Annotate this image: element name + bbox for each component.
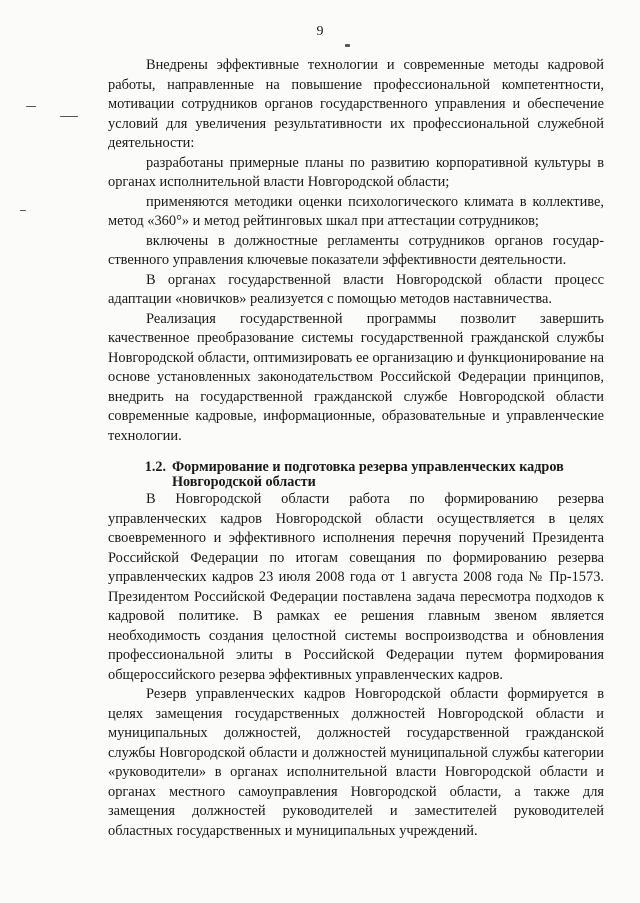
section-number: 1.2. [144,459,166,475]
scan-speck [345,44,350,47]
paragraph: Внедрены эффективные технологии и современные методы кадровой работы, направленные на повышение профессиональной компетентности, мотивации сотрудников органов государственного управления и обеспечение условий для увеличения результативности их профессиональной служебной деятельности: [108,57,604,151]
scan-speck [60,116,78,117]
paragraph: применяются методики оценки психологического климата в коллективе, метод «360°» и метод рейтинговых шкал при аттестации сотрудников; [108,193,604,229]
scan-speck [26,106,36,107]
paragraph: включены в должностные регламенты сотрудников органов государ-ственного управления ключевые показатели эффективности деятельности. [108,232,604,268]
scan-speck [20,210,26,211]
paragraph: В органах государственной власти Новгородской области процесс адаптации «новичков» реализуется с помощью методов наставничества. [108,271,604,307]
paragraph: разработаны примерные планы по развитию корпоративной культуры в органах исполнительной власти Новгородской области; [108,154,604,190]
paragraph: Резерв управленческих кадров Новгородской области формируется в целях замещения государственных должностей Новгородской области и муниципальных должностей, должностей государственной гражданской службы Новгородской области и должностей муниципальной службы категории «руководители» в органах исполнительной власти Новгородской области и органах местного самоуправления Новгородской области, а также для замещения должностей руководителей и заместителей руководителей областных государственных и муниципальных учреждений. [108,686,604,839]
paragraph: Реализация государственной программы позволит завершить качественное преобразование системы государственной гражданской службы Новгородской области, оптимизировать ее организацию и функционирование на основе установленных законодательством Российской Федерации принципов, внедрить на государственной гражданской службе Новгородской области современные кадровые, информационные, образовательные и управленческие технологии. [108,310,604,444]
document-body [108,56,604,841]
section-heading [108,460,604,490]
paragraph: В Новгородской области работа по формированию резерва управленческих кадров Новгородской области осуществляется в целях своевременного и эффективного исполнения перечня поручений Президента Российской Федерации по итогам совещания по формированию резерва управленческих кадров 23 июля 2008 года от 1 августа 2008 года № Пр-1573. Президентом Российской Федерации поставлена задача пересмотра подходов к кадровой политике. В рамках ее решения главным звеном является необходимость создания целостной системы воспроизводства и обновления профессиональной элиты в Российской Федерации путем формирования общероссийского резерва эффективных управленческих кадров. [108,491,604,683]
section-title: Формирование и подготовка резерва управленческих кадров Новгородской области [172,459,564,490]
page-number: 9 [316,24,324,39]
